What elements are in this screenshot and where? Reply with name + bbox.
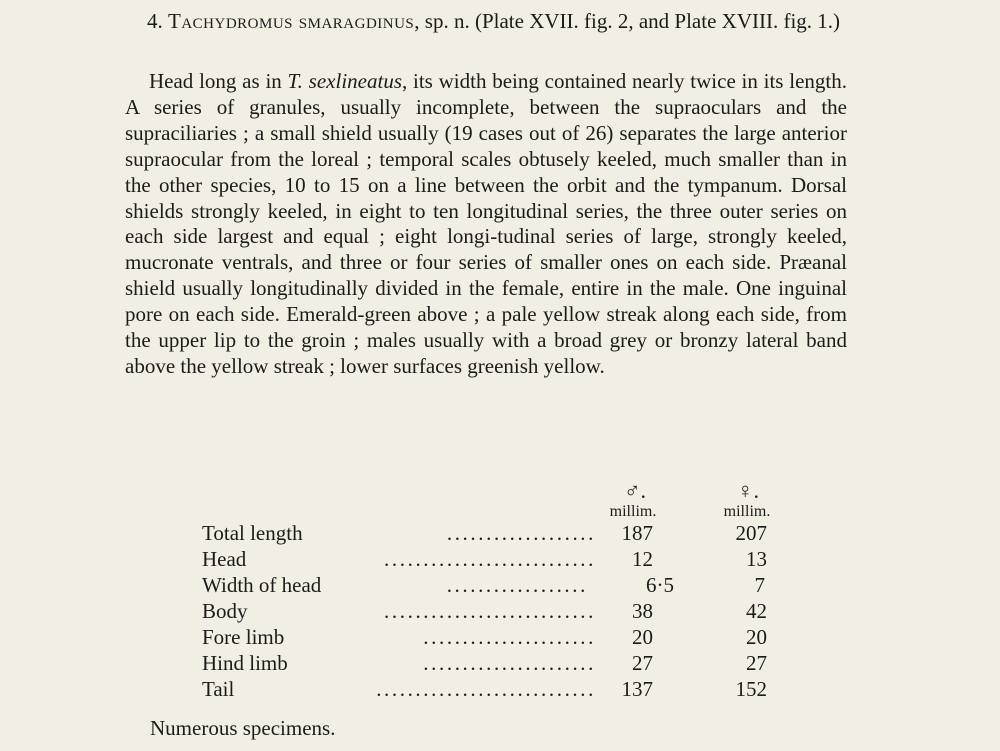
description-lead: Head long as in — [149, 69, 288, 93]
female-value: 207 — [735, 521, 767, 545]
dot-leader: ................... — [446, 521, 596, 545]
female-value: 13 — [746, 547, 767, 571]
measurement-label: Head — [202, 547, 247, 571]
measurement-row — [202, 651, 782, 677]
measurement-label: Fore limb — [202, 625, 285, 649]
measurement-label: Hind limb — [202, 651, 288, 675]
species-heading — [125, 9, 847, 35]
dot-leader: ........................... — [384, 599, 596, 623]
measurement-row — [202, 573, 782, 599]
female-unit-label: millim. — [723, 503, 771, 520]
dot-leader: ............................ — [376, 677, 596, 701]
male-value: 38 — [632, 599, 653, 623]
dot-leader: ...................... — [423, 651, 596, 675]
measurement-label: Tail — [202, 677, 235, 701]
female-value: 42 — [746, 599, 767, 623]
measurement-row — [202, 521, 782, 547]
dot-leader: ........................... — [384, 547, 596, 571]
measurement-row — [202, 625, 782, 651]
dot-leader: ...................... — [423, 625, 596, 649]
measurement-row — [202, 677, 782, 703]
male-value: 12 — [632, 547, 653, 571]
measurement-row — [202, 547, 782, 573]
female-value: 27 — [746, 651, 767, 675]
measurement-row — [202, 599, 782, 625]
male-symbol: ♂. — [624, 478, 646, 503]
female-value: 152 — [735, 677, 767, 701]
male-value: 27 — [632, 651, 653, 675]
dot-leader: .................. — [446, 573, 588, 597]
female-symbol: ♀. — [737, 478, 759, 503]
species-number: 4. — [147, 9, 163, 33]
male-unit-label: millim. — [609, 503, 657, 520]
species-name: Tachydromus smaragdinus — [168, 9, 415, 33]
species-suffix: , sp. n. — [414, 9, 470, 33]
female-value: 20 — [746, 625, 767, 649]
plate-reference: (Plate XVII. fig. 2, and Plate XVIII. fig. 1.) — [474, 9, 841, 33]
description-text: , its width being contained nearly twice in its length. A series of granules, usually incomplete, between the supraoculars and the supraciliaries ; a small shield usually (19 cases out of 26) separates the large anterior supraocular from the loreal ; temporal scales obtusely keeled, much smaller than in the other species, 10 to 15 on a line between the orbit and the tympanum. Dorsal shields strongly keeled, in eight to ten longitudinal series, the three outer series on each side largest and equal ; eight longi-tudinal series of large, strongly keeled, mucronate ventrals, and three or four series of smaller ones on each side. Præanal shield usually longitudinally divided in the female, entire in the male. One inguinal pore on each side. Emerald-green above ; a pale yellow streak along each side, from the upper lip to the groin ; males usually with a broad grey or bronzy lateral band above the yellow streak ; lower surfaces greenish yellow. — [125, 69, 847, 378]
measurement-label: Total length — [202, 521, 303, 545]
male-value: 20 — [632, 625, 653, 649]
male-value: 6·5 — [646, 573, 674, 597]
male-value: 187 — [621, 521, 653, 545]
measurement-label: Body — [202, 599, 248, 623]
species-cross-reference: T. sexlineatus — [287, 69, 402, 93]
female-value: 7 — [754, 573, 765, 597]
species-description — [125, 69, 847, 380]
measurement-label: Width of head — [202, 573, 322, 597]
specimen-note: Numerous specimens. — [150, 716, 336, 740]
male-value: 137 — [621, 677, 653, 701]
